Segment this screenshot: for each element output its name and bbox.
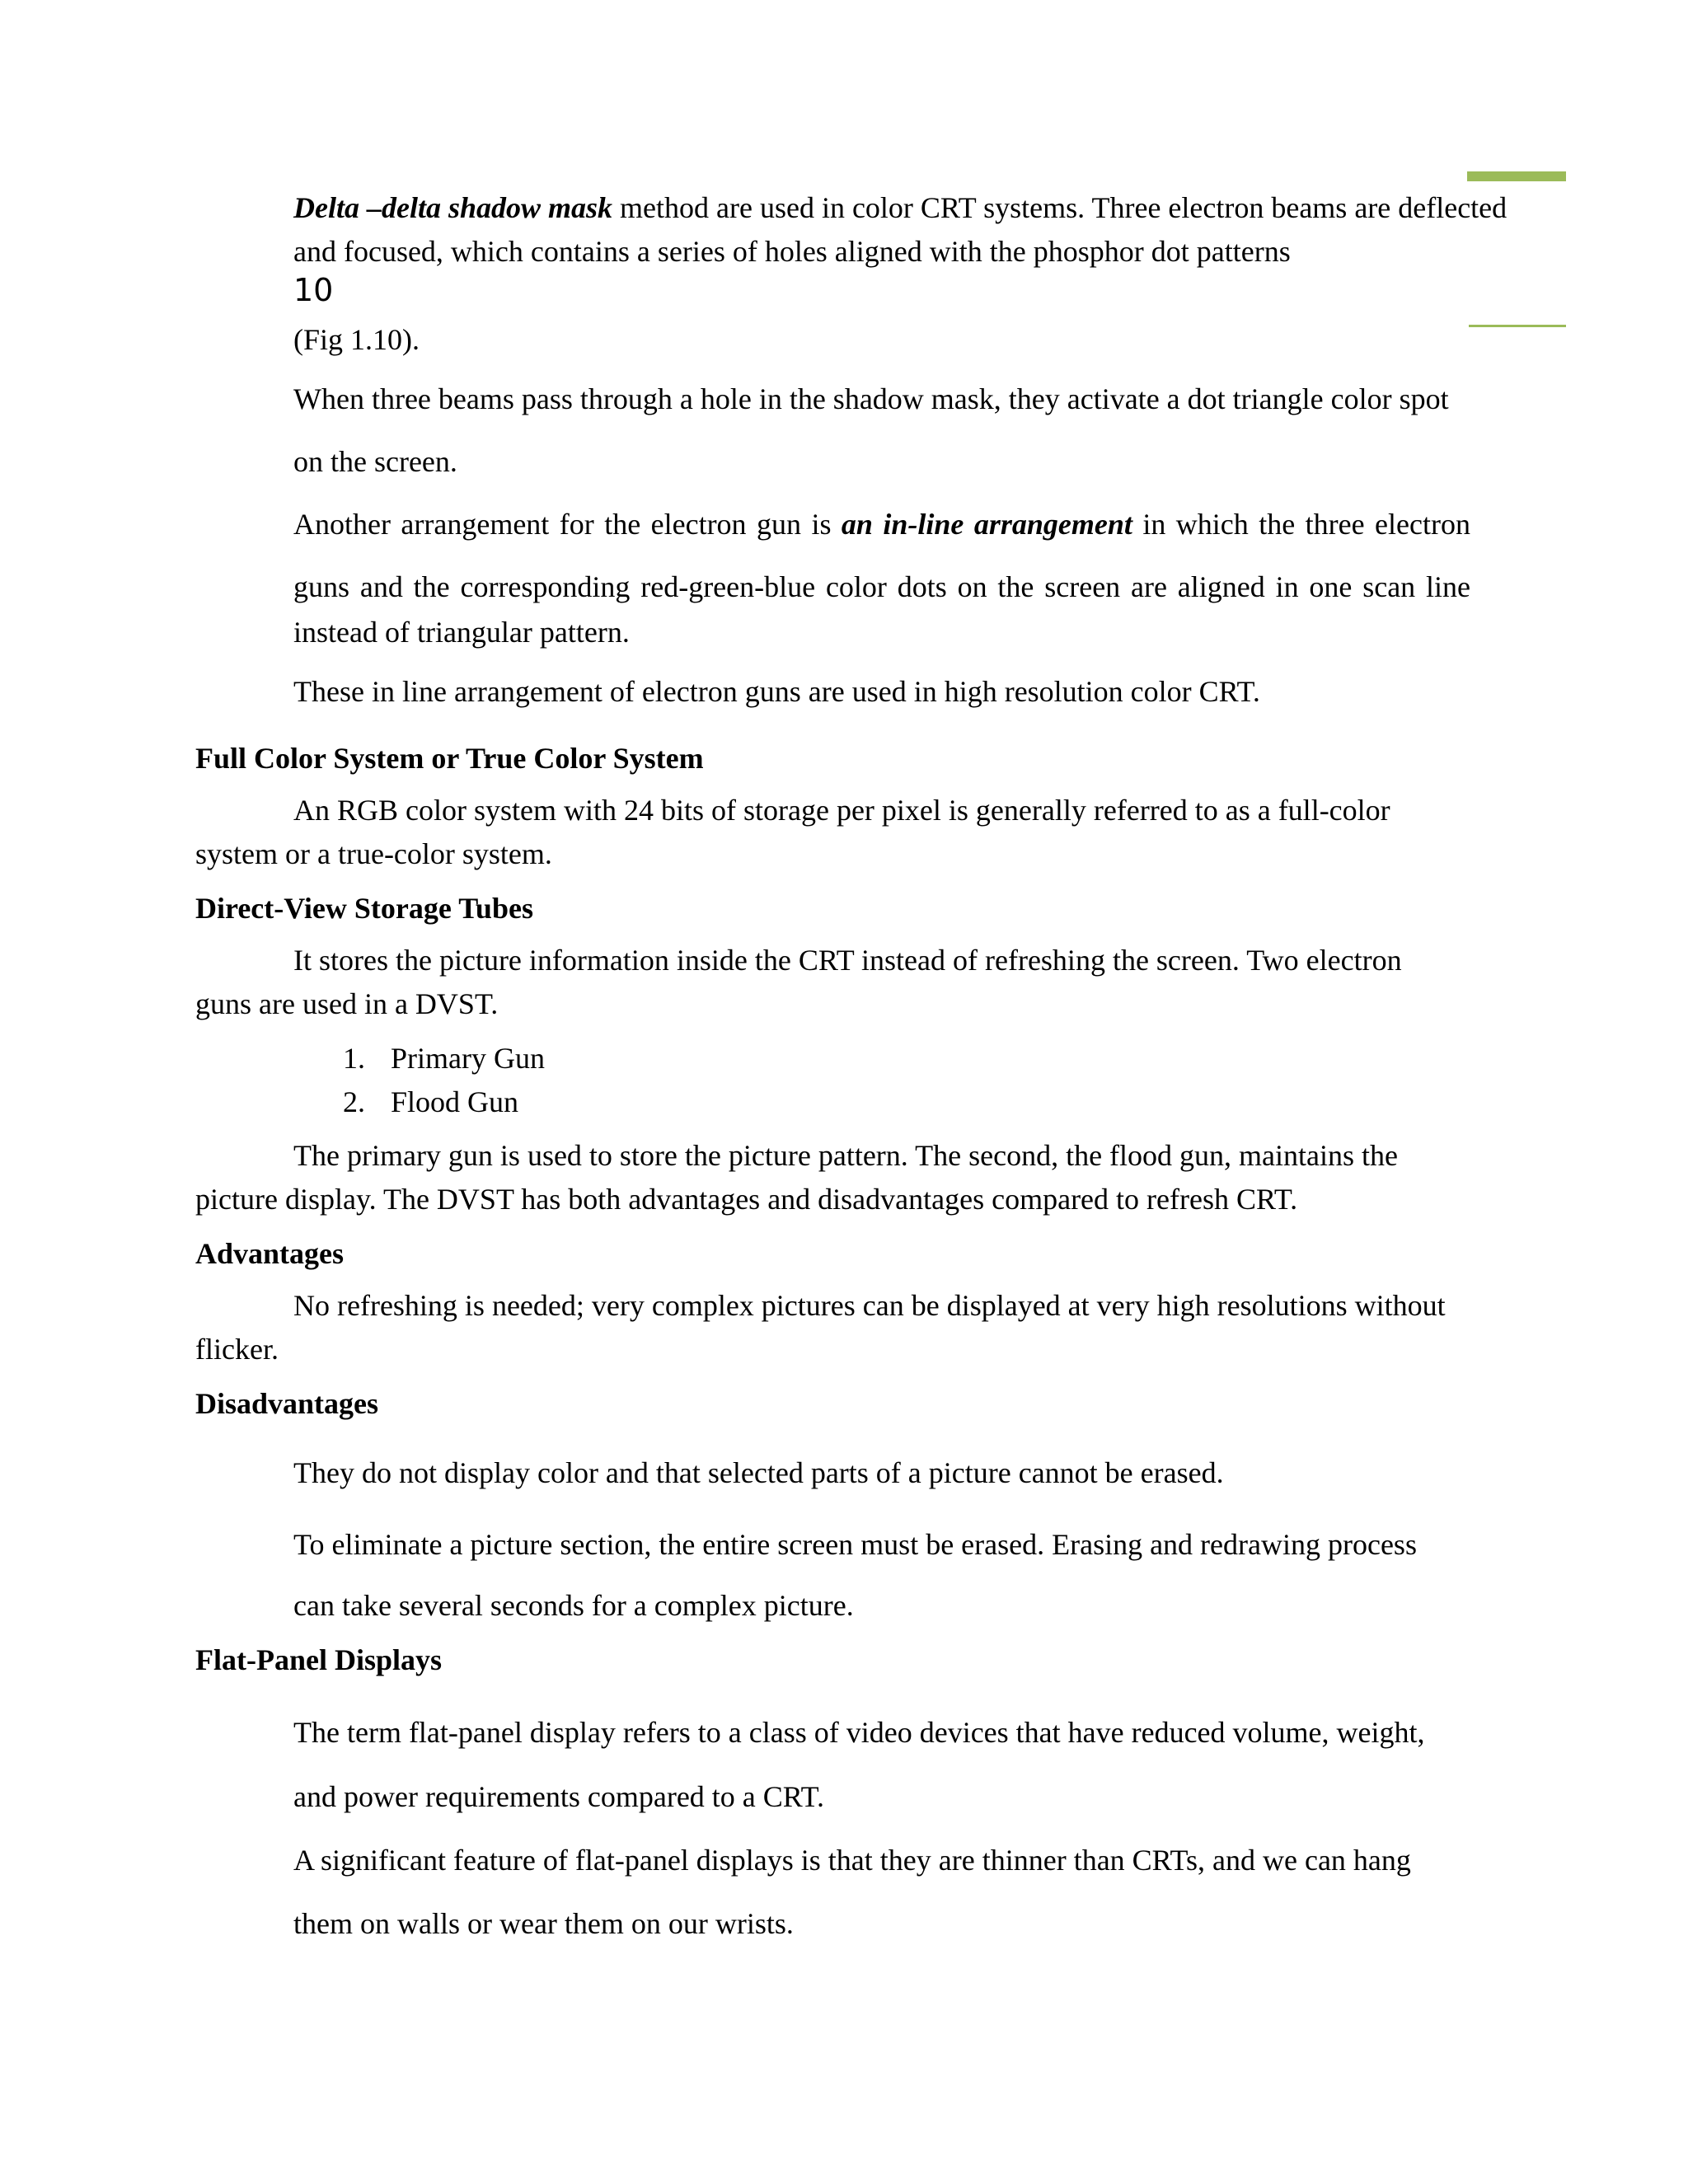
list-item — [343, 1036, 673, 1080]
header-accent-bar — [1467, 171, 1566, 181]
advantages-heading: Advantages — [195, 1237, 345, 1270]
flat-panel-line-4: them on walls or wear them on our wrists. — [293, 1907, 794, 1940]
delta-line-1-text: method are used in color CRT systems. Three electron beams are deflected — [612, 191, 1507, 224]
inline-line-1-post: in which the three electron — [1132, 508, 1470, 541]
inline-term: an in-line arrangement — [841, 508, 1132, 541]
disadvantages-line-1: They do not display color and that selected parts of a picture cannot be erased. — [293, 1456, 1224, 1489]
full-color-line-2: system or a true-color system. — [195, 837, 552, 870]
dvst-after-line-2: picture display. The DVST has both advantages and disadvantages compared to refresh CRT. — [195, 1183, 1298, 1216]
dvst-after-line-1: The primary gun is used to store the picture pattern. The second, the flood gun, maintains the — [293, 1139, 1398, 1172]
list-item-number: 1. — [343, 1042, 365, 1075]
dvst-line-2: guns are used in a DVST. — [195, 987, 499, 1020]
inline-line-1-pre: Another arrangement for the electron gun is — [293, 508, 842, 541]
advantages-line-2: flicker. — [195, 1333, 279, 1366]
highres-line: These in line arrangement of electron guns are used in high resolution color CRT. — [293, 675, 1260, 708]
list-item-text: Flood Gun — [391, 1085, 519, 1118]
inline-line-3: instead of triangular pattern. — [293, 616, 630, 649]
disadvantages-heading: Disadvantages — [195, 1387, 379, 1420]
delta-line-1 — [293, 185, 1507, 230]
disadvantages-line-3: can take several seconds for a complex picture. — [293, 1589, 854, 1622]
delta-term: Delta –delta shadow mask — [293, 191, 613, 224]
disadvantages-line-2: To eliminate a picture section, the entire screen must be erased. Erasing and redrawing process — [293, 1528, 1417, 1561]
header-accent-rule — [1469, 325, 1566, 327]
full-color-line-1: An RGB color system with 24 bits of storage per pixel is generally referred to as a full-color — [293, 794, 1390, 827]
dvst-line-1: It stores the picture information inside the CRT instead of refreshing the screen. Two electron — [293, 944, 1402, 977]
list-item — [343, 1080, 673, 1124]
inline-line-1 — [293, 502, 1470, 546]
advantages-line-1: No refreshing is needed; very complex pictures can be displayed at very high resolutions without — [293, 1289, 1446, 1322]
dvst-heading: Direct-View Storage Tubes — [195, 892, 533, 925]
flat-panel-line-2: and power requirements compared to a CRT. — [293, 1780, 824, 1813]
delta-line-2: and focused, which contains a series of holes aligned with the phosphor dot patterns — [293, 235, 1291, 268]
full-color-heading: Full Color System or True Color System — [195, 742, 704, 775]
list-item-number: 2. — [343, 1085, 365, 1118]
list-item-text: Primary Gun — [391, 1042, 545, 1075]
flat-panel-line-3: A significant feature of flat-panel displays is that they are thinner than CRTs, and we can hang — [293, 1844, 1411, 1877]
flat-panel-line-1: The term flat-panel display refers to a class of video devices that have reduced volume, weight, — [293, 1716, 1425, 1749]
flat-panel-heading: Flat-Panel Displays — [195, 1643, 443, 1676]
beams-line-1: When three beams pass through a hole in the shadow mask, they activate a dot triangle color spot — [293, 382, 1449, 415]
beams-line-2: on the screen. — [293, 445, 457, 478]
inline-line-2: guns and the corresponding red-green-blue color dots on the screen are aligned in one scan line — [293, 570, 1470, 603]
page-number: 10 — [293, 272, 334, 308]
delta-line-3: (Fig 1.10). — [293, 323, 420, 356]
